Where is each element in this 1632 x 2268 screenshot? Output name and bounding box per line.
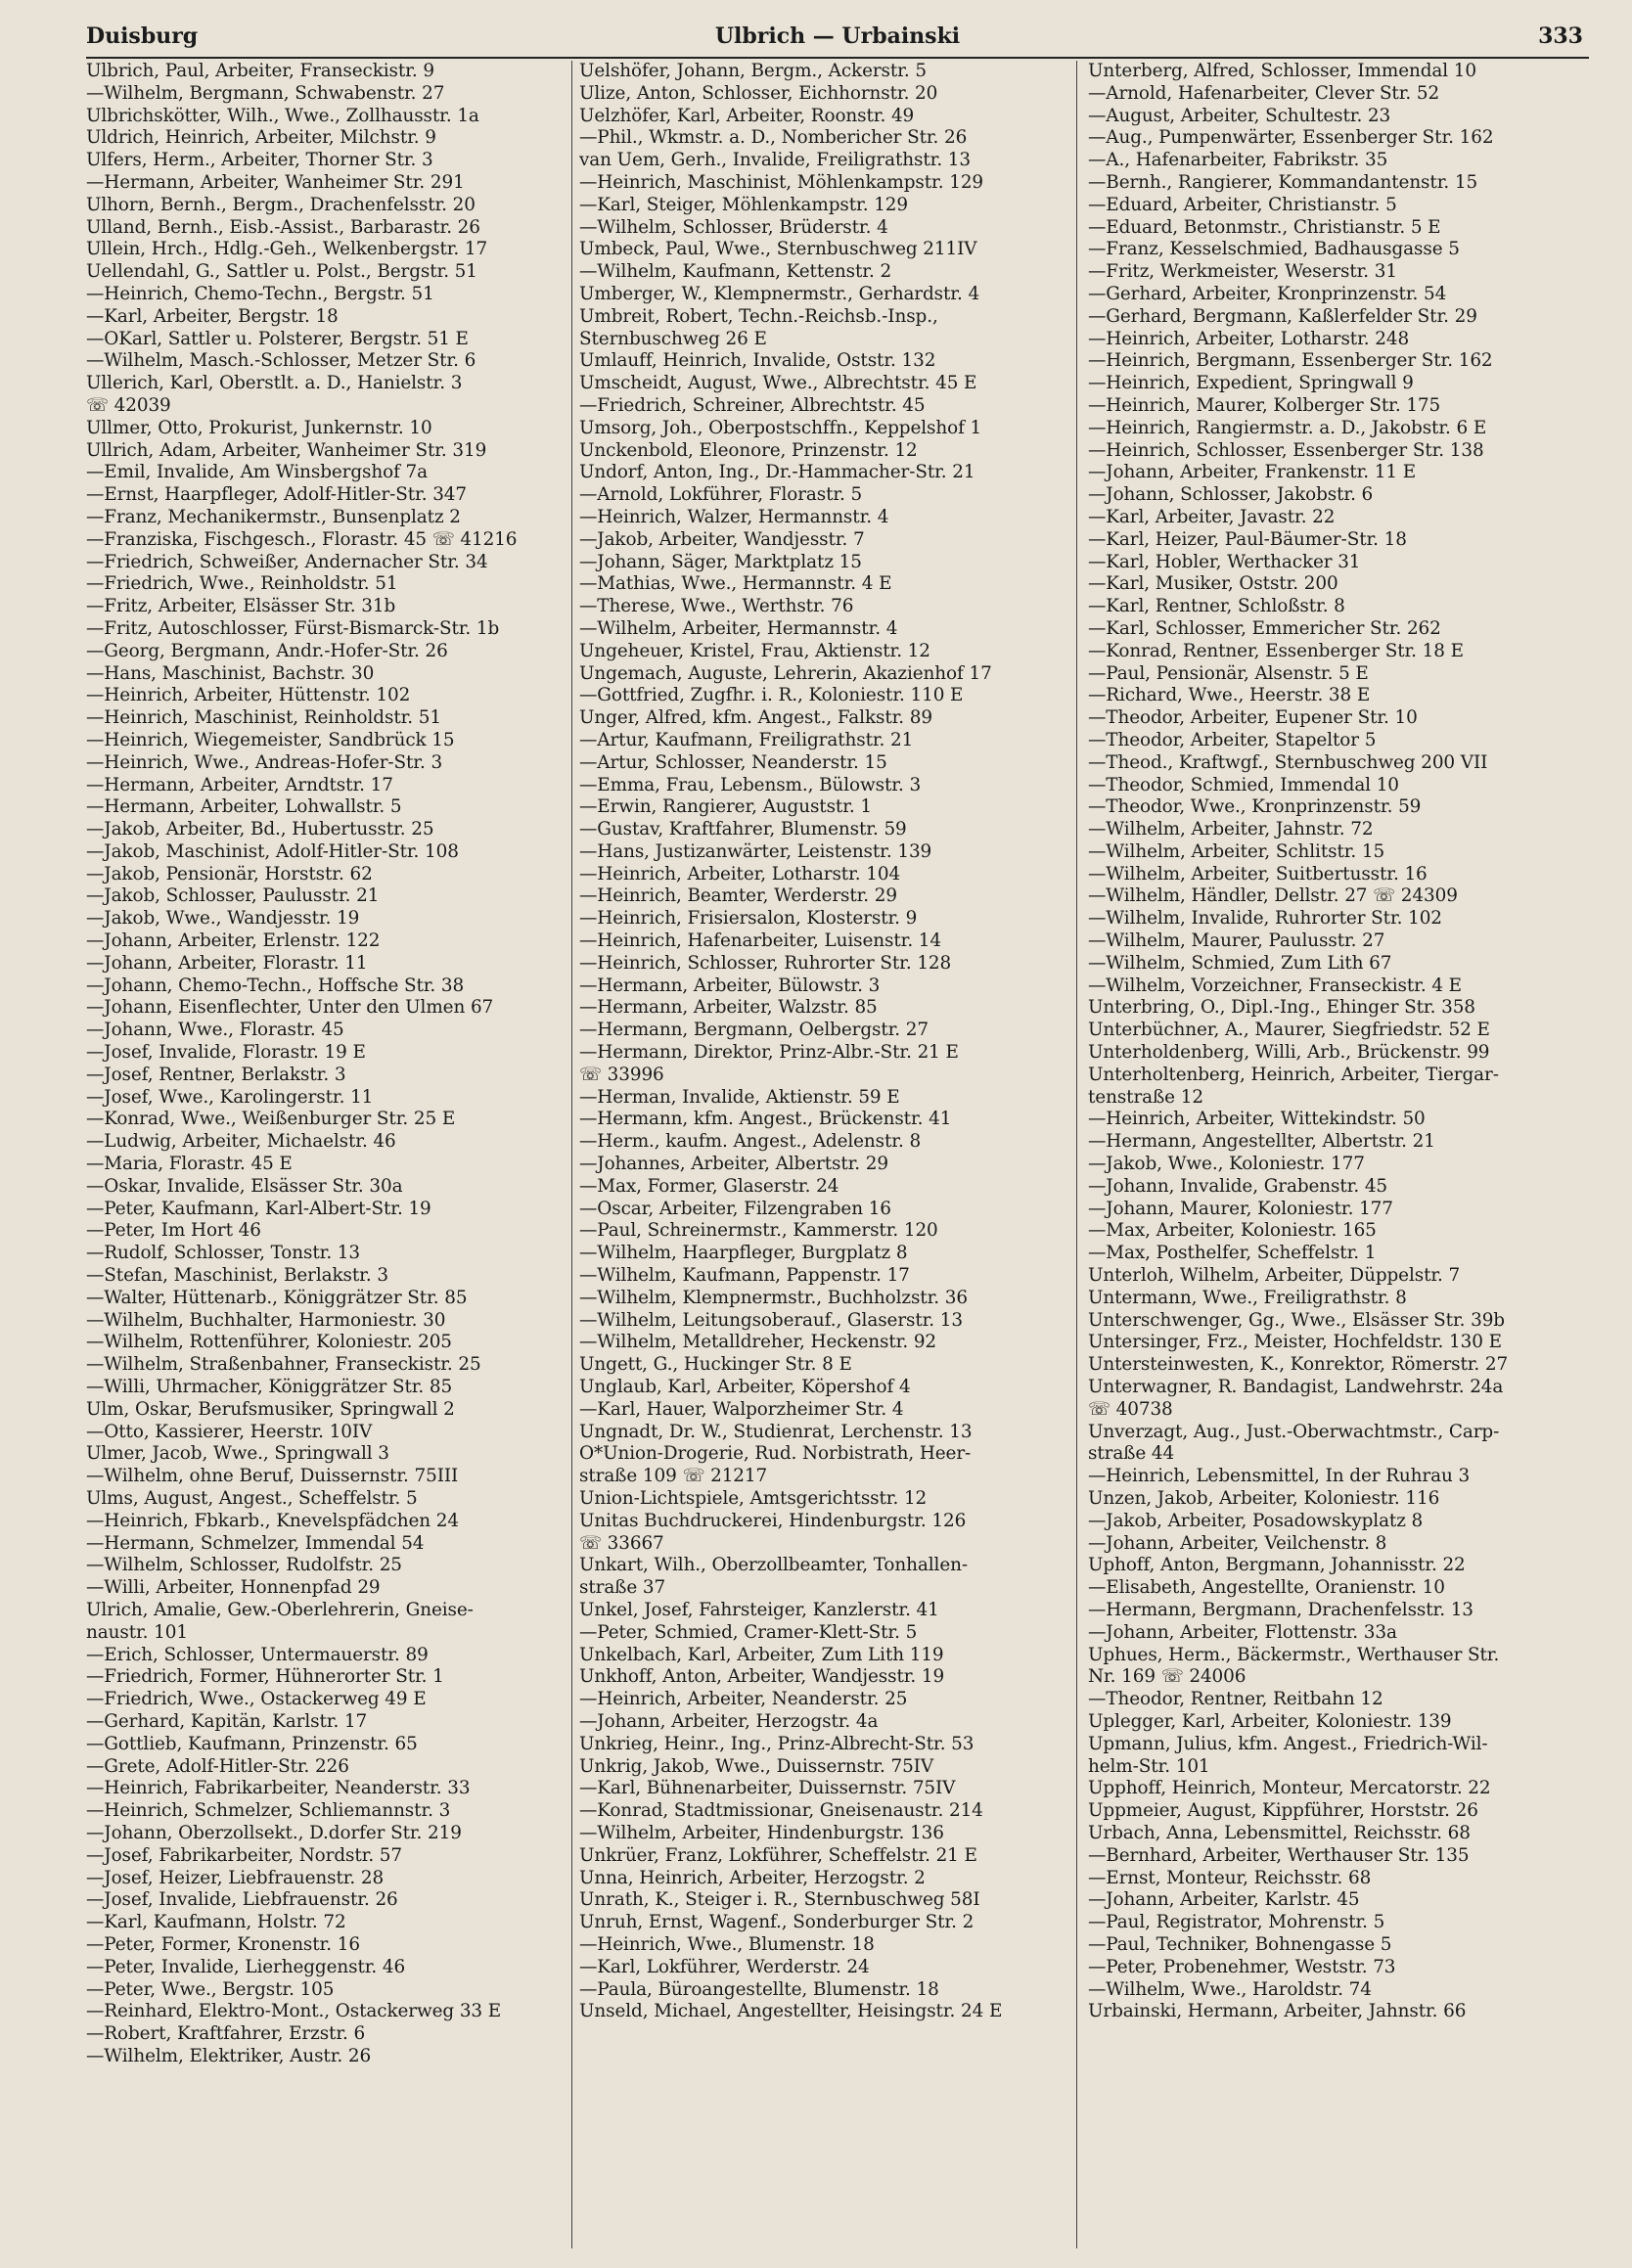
directory-entry: Uelzhöfer, Karl, Arbeiter, Roonstr. 49 xyxy=(579,105,915,126)
directory-entry: —Josef, Wwe., Karolingerstr. 11 xyxy=(86,1086,374,1108)
directory-entry: Unkrig, Jakob, Wwe., Duissernstr. 75IV xyxy=(579,1755,934,1777)
directory-entry: —Karl, Heizer, Paul-Bäumer-Str. 18 xyxy=(1088,528,1407,550)
directory-entry: —Hermann, Bergmann, Oelbergstr. 27 xyxy=(579,1020,929,1041)
directory-entry: —Peter, Im Hort 46 xyxy=(86,1220,261,1242)
directory-entry: —Willi, Arbeiter, Honnenpfad 29 xyxy=(86,1577,381,1599)
directory-entry: Ungett, G., Huckinger Str. 8 E xyxy=(579,1354,852,1376)
directory-entry: O*Union-Drogerie, Rud. Norbistrath, Heer- xyxy=(579,1443,972,1465)
directory-entry: —Wilhelm, ohne Beruf, Duissernstr. 75III xyxy=(86,1466,459,1487)
directory-entry: Unverzagt, Aug., Just.-Oberwachtmstr., Carp- xyxy=(1088,1421,1500,1442)
directory-entry: Uldrich, Heinrich, Arbeiter, Milchstr. 9 xyxy=(86,127,436,149)
directory-entry: —Fritz, Werkmeister, Weserstr. 31 xyxy=(1088,261,1397,283)
directory-entry: —Fritz, Autoschlosser, Fürst-Bismarck-Str. 1b xyxy=(86,617,500,639)
directory-entry: —Johann, Wwe., Florastr. 45 xyxy=(86,1020,344,1041)
directory-entry: Ulhorn, Bernh., Bergm., Drachenfelsstr. 20 xyxy=(86,194,476,215)
directory-entry: —Karl, Arbeiter, Javastr. 22 xyxy=(1088,506,1336,527)
directory-entry: Ulize, Anton, Schlosser, Eichhornstr. 20 xyxy=(579,82,938,104)
directory-entry: Union-Lichtspiele, Amtsgerichtsstr. 12 xyxy=(579,1488,928,1509)
directory-entry: —Walter, Hüttenarb., Königgrätzer Str. 85 xyxy=(86,1287,468,1308)
directory-entry: —Friedrich, Schweißer, Andernacher Str. 34 xyxy=(86,551,488,572)
directory-entry: —Johannes, Arbeiter, Albertstr. 29 xyxy=(579,1154,888,1175)
directory-entry: —Paula, Büroangestellte, Blumenstr. 18 xyxy=(579,1978,939,2000)
directory-entry: —Karl, Schlosser, Emmericher Str. 262 xyxy=(1088,617,1441,639)
directory-entry: —Peter, Former, Kronenstr. 16 xyxy=(86,1933,360,1955)
directory-entry: —Max, Former, Glaserstr. 24 xyxy=(579,1175,839,1197)
directory-entry: —Karl, Hauer, Walporzheimer Str. 4 xyxy=(579,1398,904,1420)
directory-entry: Umsorg, Joh., Oberpostschffn., Keppelshof 1 xyxy=(579,417,982,438)
directory-entry: —Max, Arbeiter, Koloniestr. 165 xyxy=(1088,1220,1377,1242)
directory-entry: straße 109 ☏ 21217 xyxy=(579,1466,768,1487)
directory-entry: —Elisabeth, Angestellte, Oranienstr. 10 xyxy=(1088,1577,1445,1599)
directory-entry: —Friedrich, Schreiner, Albrechtstr. 45 xyxy=(579,394,926,416)
directory-entry: —Maria, Florastr. 45 E xyxy=(86,1154,293,1175)
directory-entry: —Johann, Säger, Marktplatz 15 xyxy=(579,551,862,572)
directory-entry: —Wilhelm, Kaufmann, Pappenstr. 17 xyxy=(579,1265,910,1287)
directory-entry: —OKarl, Sattler u. Polsterer, Bergstr. 51 E xyxy=(86,328,469,349)
directory-entry: —Theodor, Arbeiter, Eupener Str. 10 xyxy=(1088,707,1418,729)
directory-entry: —Wilhelm, Arbeiter, Hermannstr. 4 xyxy=(579,617,898,639)
column-divider xyxy=(571,61,572,2248)
directory-entry: —Heinrich, Wwe., Blumenstr. 18 xyxy=(579,1933,875,1955)
directory-entry: —Gottlieb, Kaufmann, Prinzenstr. 65 xyxy=(86,1733,418,1754)
directory-entry: naustr. 101 xyxy=(86,1621,188,1643)
directory-entry: Unruh, Ernst, Wagenf., Sonderburger Str. 2 xyxy=(579,1912,975,1933)
directory-entry: —Konrad, Wwe., Weißenburger Str. 25 E xyxy=(86,1109,456,1130)
directory-entry: —Ludwig, Arbeiter, Michaelstr. 46 xyxy=(86,1131,396,1153)
directory-entry: —Oscar, Arbeiter, Filzengraben 16 xyxy=(579,1198,891,1219)
directory-entry: —Franziska, Fischgesch., Florastr. 45 ☏ 41216 xyxy=(86,528,518,550)
directory-entry: —Gerhard, Arbeiter, Kronprinzenstr. 54 xyxy=(1088,283,1447,304)
directory-entry: Unkrieg, Heinr., Ing., Prinz-Albrecht-Str. 53 xyxy=(579,1733,975,1754)
directory-entry: —Wilhelm, Schmied, Zum Lith 67 xyxy=(1088,952,1392,974)
directory-entry: —Ernst, Haarpfleger, Adolf-Hitler-Str. 347 xyxy=(86,484,467,506)
directory-entry: —Otto, Kassierer, Heerstr. 10IV xyxy=(86,1421,373,1442)
directory-entry: Ungnadt, Dr. W., Studienrat, Lerchenstr. 13 xyxy=(579,1421,973,1442)
directory-entry: —Hans, Maschinist, Bachstr. 30 xyxy=(86,662,375,684)
directory-entry: Ulmer, Jacob, Wwe., Springwall 3 xyxy=(86,1443,389,1465)
directory-entry: —Karl, Steiger, Möhlenkampstr. 129 xyxy=(579,194,908,215)
directory-entry: —Friedrich, Wwe., Ostackerweg 49 E xyxy=(86,1689,427,1710)
directory-entry: Unkart, Wilh., Oberzollbeamter, Tonhallen- xyxy=(579,1555,968,1576)
directory-entry: —Wilhelm, Arbeiter, Hindenburgstr. 136 xyxy=(579,1822,944,1843)
directory-entry: —Heinrich, Wiegemeister, Sandbrück 15 xyxy=(86,729,455,750)
directory-entry: —Gerhard, Kapitän, Karlstr. 17 xyxy=(86,1710,368,1732)
directory-entry: —Rudolf, Schlosser, Tonstr. 13 xyxy=(86,1243,361,1264)
directory-entry: —Wilhelm, Wwe., Haroldstr. 74 xyxy=(1088,1978,1372,2000)
directory-entry: —Bernhard, Arbeiter, Werthauser Str. 135 xyxy=(1088,1844,1470,1866)
directory-entry: —Wilhelm, Klempnermstr., Buchholzstr. 36 xyxy=(579,1287,968,1308)
directory-entry: —Franz, Mechanikermstr., Bunsenplatz 2 xyxy=(86,506,461,527)
directory-entry: —Johann, Arbeiter, Karlstr. 45 xyxy=(1088,1889,1360,1911)
directory-entry: Upphoff, Heinrich, Monteur, Mercatorstr. 22 xyxy=(1088,1778,1491,1799)
directory-entry: —Artur, Schlosser, Neanderstr. 15 xyxy=(579,751,887,773)
directory-entry: —Peter, Invalide, Lierheggenstr. 46 xyxy=(86,1956,406,1977)
page-number: 333 xyxy=(1538,23,1583,49)
directory-entry: —Theod., Kraftwgf., Sternbuschweg 200 VII xyxy=(1088,751,1488,773)
directory-entry: —Johann, Arbeiter, Veilchenstr. 8 xyxy=(1088,1532,1387,1554)
directory-entry: —Eduard, Arbeiter, Christianstr. 5 xyxy=(1088,194,1397,215)
directory-entry: —Karl, Arbeiter, Bergstr. 18 xyxy=(86,305,339,327)
directory-entry: —Phil., Wkmstr. a. D., Nombericher Str. 26 xyxy=(579,127,968,149)
directory-entry: —Karl, Bühnenarbeiter, Duissernstr. 75IV xyxy=(579,1778,956,1799)
directory-entry: —Heinrich, Maschinist, Möhlenkampstr. 129 xyxy=(579,171,984,193)
directory-entry: Uphues, Herm., Bäckermstr., Werthauser Str. xyxy=(1088,1644,1500,1665)
directory-entry: —Herm., kaufm. Angest., Adelenstr. 8 xyxy=(579,1131,922,1153)
directory-entry: —Josef, Rentner, Berlakstr. 3 xyxy=(86,1064,346,1085)
directory-entry: —Johann, Arbeiter, Florastr. 11 xyxy=(86,952,368,974)
directory-entry: —Heinrich, Arbeiter, Lotharstr. 248 xyxy=(1088,328,1410,349)
directory-column-2 xyxy=(579,61,1063,2252)
directory-entry: —Erwin, Rangierer, Auguststr. 1 xyxy=(579,796,872,818)
directory-entry: —Hermann, Arbeiter, Wanheimer Str. 291 xyxy=(86,171,465,193)
directory-entry: —Jakob, Arbeiter, Posadowskyplatz 8 xyxy=(1088,1510,1424,1531)
directory-entry: Unkelbach, Karl, Arbeiter, Zum Lith 119 xyxy=(579,1644,944,1665)
directory-entry: —Gottfried, Zugfhr. i. R., Koloniestr. 110 E xyxy=(579,685,964,706)
directory-entry: ☏ 33667 xyxy=(579,1532,664,1554)
directory-entry: —Georg, Bergmann, Andr.-Hofer-Str. 26 xyxy=(86,640,448,661)
directory-entry: —Karl, Kaufmann, Holstr. 72 xyxy=(86,1912,346,1933)
column-divider xyxy=(1076,61,1077,2248)
directory-entry: van Uem, Gerh., Invalide, Freiligrathstr. 13 xyxy=(579,150,972,171)
directory-entry: —Johann, Arbeiter, Herzogstr. 4a xyxy=(579,1710,879,1732)
directory-entry: Unrath, K., Steiger i. R., Sternbuschweg 58I xyxy=(579,1889,980,1911)
directory-entry: —Heinrich, Fbkarb., Knevelspfädchen 24 xyxy=(86,1510,459,1531)
directory-entry: —Josef, Invalide, Florastr. 19 E xyxy=(86,1042,366,1064)
directory-entry: —Friedrich, Wwe., Reinholdstr. 51 xyxy=(86,573,398,595)
directory-entry: —Wilhelm, Vorzeichner, Franseckistr. 4 E xyxy=(1088,975,1462,996)
directory-entry: —Wilhelm, Bergmann, Schwabenstr. 27 xyxy=(86,82,445,104)
directory-entry: Umscheidt, August, Wwe., Albrechtstr. 45 E xyxy=(579,373,977,394)
directory-entry: —Wilhelm, Rottenführer, Koloniestr. 205 xyxy=(86,1332,452,1353)
directory-entry: —Peter, Schmied, Cramer-Klett-Str. 5 xyxy=(579,1621,918,1643)
directory-entry: —Theodor, Wwe., Kronprinzenstr. 59 xyxy=(1088,796,1422,818)
directory-entry: Untermann, Wwe., Freiligrathstr. 8 xyxy=(1088,1287,1407,1308)
directory-entry: —Heinrich, Frisiersalon, Klosterstr. 9 xyxy=(579,908,918,930)
directory-entry: —Johann, Invalide, Grabenstr. 45 xyxy=(1088,1175,1388,1197)
directory-entry: —Karl, Hobler, Werthacker 31 xyxy=(1088,551,1361,572)
directory-entry: —Jakob, Schlosser, Paulusstr. 21 xyxy=(86,885,380,907)
directory-entry: —Peter, Kaufmann, Karl-Albert-Str. 19 xyxy=(86,1198,431,1219)
directory-entry: —Theodor, Schmied, Immendal 10 xyxy=(1088,774,1399,795)
directory-entry: Unterbüchner, A., Maurer, Siegfriedstr. 52 E xyxy=(1088,1020,1490,1041)
directory-entry: —Willi, Uhrmacher, Königgrätzer Str. 85 xyxy=(86,1377,453,1398)
directory-entry: —Paul, Techniker, Bohnengasse 5 xyxy=(1088,1933,1392,1955)
directory-entry: —Wilhelm, Händler, Dellstr. 27 ☏ 24309 xyxy=(1088,885,1458,907)
directory-entry: Unterberg, Alfred, Schlosser, Immendal 10 xyxy=(1088,61,1476,81)
directory-entry: Unterloh, Wilhelm, Arbeiter, Düppelstr. 7 xyxy=(1088,1265,1461,1287)
directory-entry: Unna, Heinrich, Arbeiter, Herzogstr. 2 xyxy=(579,1867,926,1888)
directory-entry: —Robert, Kraftfahrer, Erzstr. 6 xyxy=(86,2023,366,2045)
directory-entry: Unzen, Jakob, Arbeiter, Koloniestr. 116 xyxy=(1088,1488,1440,1509)
directory-entry: —Hans, Justizanwärter, Leistenstr. 139 xyxy=(579,840,932,862)
directory-entry: ☏ 33996 xyxy=(579,1064,664,1085)
directory-entry: —Heinrich, Schlosser, Ruhrorter Str. 128 xyxy=(579,952,952,974)
directory-entry: Unterschwenger, Gg., Wwe., Elsässer Str. 39b xyxy=(1088,1309,1505,1331)
directory-entry: Uphoff, Anton, Bergmann, Johannisstr. 22 xyxy=(1088,1555,1466,1576)
directory-entry: Umlauff, Heinrich, Invalide, Oststr. 132 xyxy=(579,350,936,372)
directory-entry: Uelshöfer, Johann, Bergm., Ackerstr. 5 xyxy=(579,61,927,81)
directory-entry: Uplegger, Karl, Arbeiter, Koloniestr. 139 xyxy=(1088,1710,1452,1732)
directory-entry: Umbreit, Robert, Techn.-Reichsb.-Insp., xyxy=(579,305,938,327)
directory-entry: helm-Str. 101 xyxy=(1088,1755,1210,1777)
directory-entry: —Hermann, Bergmann, Drachenfelsstr. 13 xyxy=(1088,1599,1473,1620)
directory-entry: Untersteinwesten, K., Konrektor, Römerstr. 27 xyxy=(1088,1354,1509,1376)
directory-entry: Urbach, Anna, Lebensmittel, Reichsstr. 68 xyxy=(1088,1822,1471,1843)
directory-entry: —Konrad, Stadtmissionar, Gneisenaustr. 214 xyxy=(579,1800,983,1822)
directory-entry: —Heinrich, Bergmann, Essenberger Str. 162 xyxy=(1088,350,1493,372)
directory-entry: —Peter, Probenehmer, Weststr. 73 xyxy=(1088,1956,1396,1977)
directory-entry: Ulm, Oskar, Berufsmusiker, Springwall 2 xyxy=(86,1398,455,1420)
directory-entry: Sternbuschweg 26 E xyxy=(579,328,767,349)
directory-entry: —Wilhelm, Straßenbahner, Franseckistr. 25 xyxy=(86,1354,481,1376)
directory-entry: Unseld, Michael, Angestellter, Heisingstr. 24 E xyxy=(579,2001,1003,2022)
directory-entry: —Wilhelm, Schlosser, Brüderstr. 4 xyxy=(579,216,888,238)
directory-entry: —Arnold, Lokführer, Florastr. 5 xyxy=(579,484,863,506)
directory-entry: —Johann, Chemo-Techn., Hoffsche Str. 38 xyxy=(86,975,465,996)
directory-entry: —Wilhelm, Elektriker, Austr. 26 xyxy=(86,2045,372,2066)
directory-entry: —Jakob, Arbeiter, Bd., Hubertusstr. 25 xyxy=(86,819,434,840)
directory-entry: —Ernst, Monteur, Reichsstr. 68 xyxy=(1088,1867,1372,1888)
directory-entry: —Friedrich, Former, Hühnerorter Str. 1 xyxy=(86,1666,444,1688)
directory-entry: —Johann, Schlosser, Jakobstr. 6 xyxy=(1088,484,1374,506)
directory-entry: —Wilhelm, Leitungsoberauf., Glaserstr. 13 xyxy=(579,1309,963,1331)
directory-entry: —Bernh., Rangierer, Kommandantenstr. 15 xyxy=(1088,171,1478,193)
directory-entry: —Gerhard, Bergmann, Kaßlerfelder Str. 29 xyxy=(1088,305,1477,327)
directory-entry: Ullmer, Otto, Prokurist, Junkernstr. 10 xyxy=(86,417,432,438)
directory-entry: Unckenbold, Eleonore, Prinzenstr. 12 xyxy=(579,439,918,461)
directory-entry: Unterholtenberg, Heinrich, Arbeiter, Tiergar- xyxy=(1088,1064,1499,1085)
directory-column-3 xyxy=(1088,61,1589,2252)
directory-entry: straße 37 xyxy=(579,1577,666,1599)
header-city: Duisburg xyxy=(86,23,199,49)
directory-entry: Unitas Buchdruckerei, Hindenburgstr. 126 xyxy=(579,1510,967,1531)
directory-entry: Ullein, Hrch., Hdlg.-Geh., Welkenbergstr. 17 xyxy=(86,239,488,260)
directory-entry: —Wilhelm, Schlosser, Rudolfstr. 25 xyxy=(86,1555,402,1576)
directory-entry: —Wilhelm, Arbeiter, Schlitstr. 15 xyxy=(1088,840,1385,862)
directory-entry: —Artur, Kaufmann, Freiligrathstr. 21 xyxy=(579,729,914,750)
directory-entry: —Fritz, Arbeiter, Elsässer Str. 31b xyxy=(86,596,396,617)
directory-entry: —Therese, Wwe., Werthstr. 76 xyxy=(579,596,854,617)
directory-entry: Ulms, August, Angest., Scheffelstr. 5 xyxy=(86,1488,418,1509)
directory-entry: —Heinrich, Schmelzer, Schliemannstr. 3 xyxy=(86,1800,451,1822)
directory-entry: —Karl, Musiker, Oststr. 200 xyxy=(1088,573,1338,595)
directory-entry: —Theodor, Arbeiter, Stapeltor 5 xyxy=(1088,729,1377,750)
directory-entry: —Heinrich, Arbeiter, Wittekindstr. 50 xyxy=(1088,1109,1426,1130)
directory-entry: —Heinrich, Hafenarbeiter, Luisenstr. 14 xyxy=(579,930,942,952)
directory-entry: Upmann, Julius, kfm. Angest., Friedrich-Wil- xyxy=(1088,1733,1488,1754)
directory-entry: Umberger, W., Klempnermstr., Gerhardstr. 4 xyxy=(579,283,980,304)
directory-entry: —Hermann, Arbeiter, Bülowstr. 3 xyxy=(579,975,881,996)
directory-entry: Undorf, Anton, Ing., Dr.-Hammacher-Str. 21 xyxy=(579,462,975,483)
directory-entry: —Karl, Rentner, Schloßstr. 8 xyxy=(1088,596,1345,617)
directory-entry: —Reinhard, Elektro-Mont., Ostackerweg 33 E xyxy=(86,2001,502,2022)
directory-entry: —Jakob, Pensionär, Horststr. 62 xyxy=(86,863,373,885)
directory-entry: Ulrich, Amalie, Gew.-Oberlehrerin, Gneise- xyxy=(86,1599,474,1620)
directory-entry: —Grete, Adolf-Hitler-Str. 226 xyxy=(86,1755,349,1777)
directory-entry: —Hermann, Angestellter, Albertstr. 21 xyxy=(1088,1131,1435,1153)
directory-entry: —Karl, Lokführer, Werderstr. 24 xyxy=(579,1956,870,1977)
directory-entry: —Hermann, kfm. Angest., Brückenstr. 41 xyxy=(579,1109,952,1130)
directory-entry: —Hermann, Direktor, Prinz-Albr.-Str. 21 E xyxy=(579,1042,959,1064)
directory-entry: —Heinrich, Schlosser, Essenberger Str. 138 xyxy=(1088,439,1484,461)
directory-entry: —Wilhelm, Invalide, Ruhrorter Str. 102 xyxy=(1088,908,1442,930)
directory-entry: —Stefan, Maschinist, Berlakstr. 3 xyxy=(86,1265,388,1287)
directory-entry: —Jakob, Wwe., Koloniestr. 177 xyxy=(1088,1154,1365,1175)
directory-entry: —Johann, Oberzollsekt., D.dorfer Str. 219 xyxy=(86,1822,462,1843)
directory-entry: Unterholdenberg, Willi, Arb., Brückenstr. 99 xyxy=(1088,1042,1490,1064)
directory-entry: Uellendahl, G., Sattler u. Polst., Bergstr. 51 xyxy=(86,261,477,283)
directory-entry: —Konrad, Rentner, Essenberger Str. 18 E xyxy=(1088,640,1464,661)
directory-column-1 xyxy=(86,61,569,2252)
directory-entry: —Johann, Arbeiter, Erlenstr. 122 xyxy=(86,930,381,952)
directory-entry: —Heinrich, Maschinist, Reinholdstr. 51 xyxy=(86,707,441,729)
directory-entry: Ulbrichskötter, Wilh., Wwe., Zollhausstr. 1a xyxy=(86,105,479,126)
directory-entry: —Josef, Fabrikarbeiter, Nordstr. 57 xyxy=(86,1844,403,1866)
directory-entry: —Paul, Pensionär, Alsenstr. 5 E xyxy=(1088,662,1369,684)
directory-entry: —Josef, Invalide, Liebfrauenstr. 26 xyxy=(86,1889,398,1911)
directory-entry: —Eduard, Betonmstr., Christianstr. 5 E xyxy=(1088,216,1441,238)
directory-entry: —Oskar, Invalide, Elsässer Str. 30a xyxy=(86,1175,403,1197)
directory-entry: —Heinrich, Arbeiter, Neanderstr. 25 xyxy=(579,1689,908,1710)
directory-entry: Ulfers, Herm., Arbeiter, Thorner Str. 3 xyxy=(86,150,433,171)
directory-entry: ☏ 42039 xyxy=(86,394,171,416)
directory-entry: —Wilhelm, Masch.-Schlosser, Metzer Str. 6 xyxy=(86,350,476,372)
directory-entry: tenstraße 12 xyxy=(1088,1086,1203,1108)
directory-entry: —Theodor, Rentner, Reitbahn 12 xyxy=(1088,1689,1383,1710)
directory-entry: straße 44 xyxy=(1088,1443,1175,1465)
directory-entry: —Wilhelm, Buchhalter, Harmoniestr. 30 xyxy=(86,1309,446,1331)
directory-entry: —Heinrich, Maurer, Kolberger Str. 175 xyxy=(1088,394,1441,416)
directory-entry: Urbainski, Hermann, Arbeiter, Jahnstr. 66 xyxy=(1088,2001,1467,2022)
directory-entry: Untersinger, Frz., Meister, Hochfeldstr. 130 E xyxy=(1088,1332,1502,1353)
directory-entry: —Jakob, Maschinist, Adolf-Hitler-Str. 108 xyxy=(86,840,459,862)
directory-entry: —Erich, Schlosser, Untermauerstr. 89 xyxy=(86,1644,429,1665)
directory-entry: —A., Hafenarbeiter, Fabrikstr. 35 xyxy=(1088,150,1388,171)
directory-entry: —Heinrich, Beamter, Werderstr. 29 xyxy=(579,885,897,907)
directory-entry: —Heinrich, Arbeiter, Lotharstr. 104 xyxy=(579,863,901,885)
directory-entry: Unterwagner, R. Bandagist, Landwehrstr. 24a xyxy=(1088,1377,1504,1398)
directory-entry: —Johann, Arbeiter, Frankenstr. 11 E xyxy=(1088,462,1417,483)
directory-entry: —Johann, Maurer, Koloniestr. 177 xyxy=(1088,1198,1393,1219)
directory-entry: —Gustav, Kraftfahrer, Blumenstr. 59 xyxy=(579,819,907,840)
page-header xyxy=(86,18,1589,59)
directory-entry: —Richard, Wwe., Heerstr. 38 E xyxy=(1088,685,1371,706)
directory-entry: —Hermann, Schmelzer, Immendal 54 xyxy=(86,1532,425,1554)
directory-entry: Ullrich, Adam, Arbeiter, Wanheimer Str. 319 xyxy=(86,439,487,461)
directory-entry: —Heinrich, Chemo-Techn., Bergstr. 51 xyxy=(86,283,434,304)
directory-entry: Uppmeier, August, Kippführer, Horststr. 26 xyxy=(1088,1800,1478,1822)
directory-entry: Unger, Alfred, kfm. Angest., Falkstr. 89 xyxy=(579,707,932,729)
directory-entry: Nr. 169 ☏ 24006 xyxy=(1088,1666,1247,1688)
directory-entry: —Josef, Heizer, Liebfrauenstr. 28 xyxy=(86,1867,385,1888)
directory-entry: —Mathias, Wwe., Hermannstr. 4 E xyxy=(579,573,892,595)
directory-entry: —Max, Posthelfer, Scheffelstr. 1 xyxy=(1088,1243,1377,1264)
directory-entry: Unkhoff, Anton, Arbeiter, Wandjesstr. 19 xyxy=(579,1666,945,1688)
directory-entry: —Herman, Invalide, Aktienstr. 59 E xyxy=(579,1086,900,1108)
directory-entry: —Wilhelm, Arbeiter, Suitbertusstr. 16 xyxy=(1088,863,1428,885)
directory-entry: Ungeheuer, Kristel, Frau, Aktienstr. 12 xyxy=(579,640,930,661)
directory-entry: —Heinrich, Expedient, Springwall 9 xyxy=(1088,373,1414,394)
directory-entry: —Heinrich, Arbeiter, Hüttenstr. 102 xyxy=(86,685,411,706)
directory-entry: —Jakob, Arbeiter, Wandjesstr. 7 xyxy=(579,528,865,550)
directory-entry: —Heinrich, Lebensmittel, In der Ruhrau 3 xyxy=(1088,1466,1471,1487)
directory-entry: —Heinrich, Fabrikarbeiter, Neanderstr. 33 xyxy=(86,1778,471,1799)
directory-entry: Unkrüer, Franz, Lokführer, Scheffelstr. 21 E xyxy=(579,1844,977,1866)
directory-entry: —Emil, Invalide, Am Winsbergshof 7a xyxy=(86,462,428,483)
directory-entry: —Heinrich, Wwe., Andreas-Hofer-Str. 3 xyxy=(86,751,443,773)
directory-entry: Umbeck, Paul, Wwe., Sternbuschweg 211IV xyxy=(579,239,977,260)
directory-entry: Ullerich, Karl, Oberstlt. a. D., Hanielstr. 3 xyxy=(86,373,463,394)
directory-entry: Unkel, Josef, Fahrsteiger, Kanzlerstr. 41 xyxy=(579,1599,939,1620)
directory-entry: —Heinrich, Rangiermstr. a. D., Jakobstr. 6 E xyxy=(1088,417,1487,438)
directory-entry: —Paul, Schreinermstr., Kammerstr. 120 xyxy=(579,1220,938,1242)
directory-entry: Unglaub, Karl, Arbeiter, Köpershof 4 xyxy=(579,1377,911,1398)
directory-entry: —Peter, Wwe., Bergstr. 105 xyxy=(86,1978,335,2000)
directory-entry: Ungemach, Auguste, Lehrerin, Akazienhof 17 xyxy=(579,662,992,684)
directory-entry: —Hermann, Arbeiter, Arndtstr. 17 xyxy=(86,774,393,795)
directory-entry: —Arnold, Hafenarbeiter, Clever Str. 52 xyxy=(1088,82,1440,104)
directory-entry: —Hermann, Arbeiter, Walzstr. 85 xyxy=(579,997,878,1019)
directory-entry: ☏ 40738 xyxy=(1088,1398,1173,1420)
directory-entry: —Wilhelm, Metalldreher, Heckenstr. 92 xyxy=(579,1332,937,1353)
directory-entry: —Paul, Registrator, Mohrenstr. 5 xyxy=(1088,1912,1385,1933)
directory-entry: —Wilhelm, Maurer, Paulusstr. 27 xyxy=(1088,930,1385,952)
directory-entry: —Wilhelm, Kaufmann, Kettenstr. 2 xyxy=(579,261,892,283)
directory-entry: —August, Arbeiter, Schultestr. 23 xyxy=(1088,105,1391,126)
directory-entry: —Wilhelm, Haarpfleger, Burgplatz 8 xyxy=(579,1243,908,1264)
directory-entry: Unterbring, O., Dipl.-Ing., Ehinger Str. 358 xyxy=(1088,997,1475,1019)
directory-entry: Ulbrich, Paul, Arbeiter, Franseckistr. 9 xyxy=(86,61,434,81)
directory-entry: —Heinrich, Walzer, Hermannstr. 4 xyxy=(579,506,889,527)
directory-entry: —Franz, Kesselschmied, Badhausgasse 5 xyxy=(1088,239,1460,260)
directory-entry: —Emma, Frau, Lebensm., Bülowstr. 3 xyxy=(579,774,922,795)
directory-entry: —Johann, Arbeiter, Flottenstr. 33a xyxy=(1088,1621,1397,1643)
directory-entry: —Wilhelm, Arbeiter, Jahnstr. 72 xyxy=(1088,819,1374,840)
directory-entry: Ulland, Bernh., Eisb.-Assist., Barbarastr. 26 xyxy=(86,216,480,238)
directory-entry: —Johann, Eisenflechter, Unter den Ulmen 67 xyxy=(86,997,494,1019)
header-name-range: Ulbrich — Urbainski xyxy=(714,23,961,49)
directory-entry: —Hermann, Arbeiter, Lohwallstr. 5 xyxy=(86,796,402,818)
directory-entry: —Jakob, Wwe., Wandjesstr. 19 xyxy=(86,908,360,930)
directory-entry: —Aug., Pumpenwärter, Essenberger Str. 162 xyxy=(1088,127,1494,149)
